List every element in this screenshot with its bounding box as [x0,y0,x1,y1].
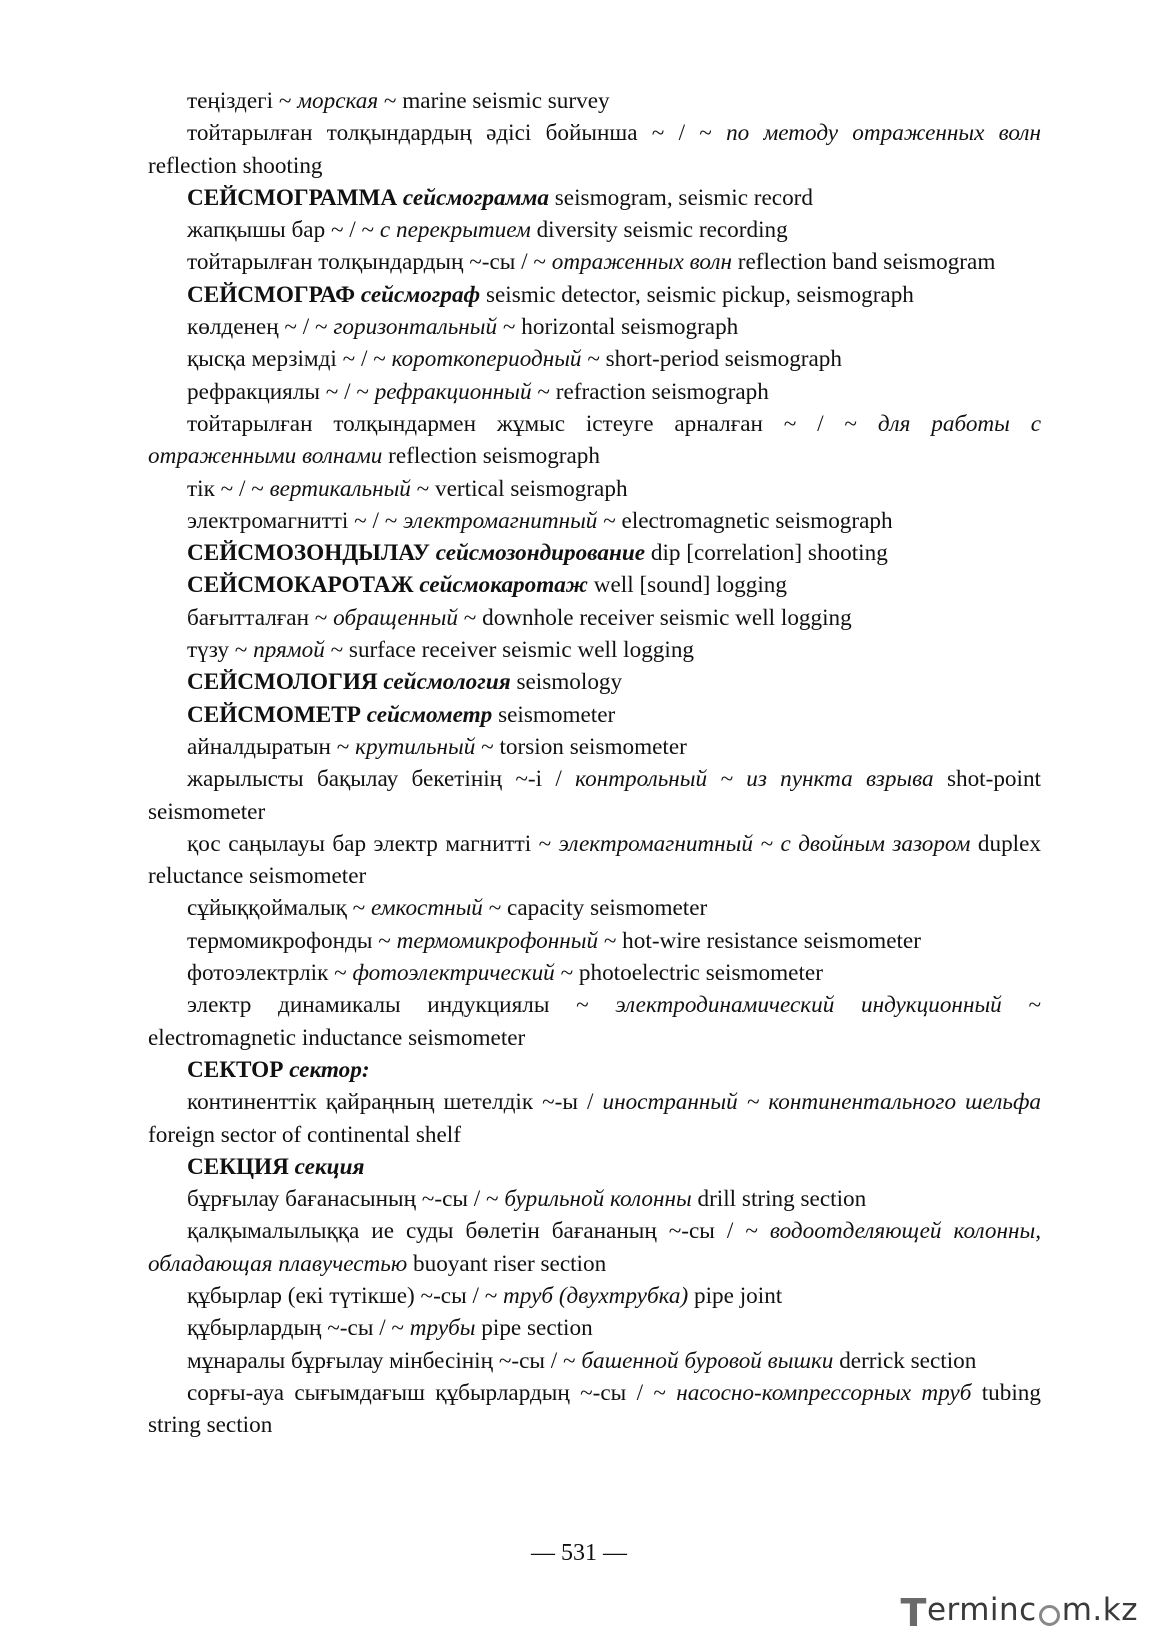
entry: айналдыратын ~ крутильный ~ torsion seismometer [187,733,687,760]
headword-entry: СЕЙСМОГРАФ сейсмограф seismic detector, seismic pickup, seismograph [187,281,914,308]
headword-entry: СЕЙСМОГРАММА сейсмограмма seismogram, seismic record [187,184,813,211]
page-number: — 531 — [531,1540,627,1566]
entry: электр динамикалы индукциялы ~ электродинамический индукционный ~ electromagnetic inductance seismometer [148,992,1041,1051]
entry: қалқымалылыққа ие суды бөлетін бағананың ~-сы / ~ водоотделяющей колонны, обладающая плавучестью buoyant riser section [148,1218,1041,1277]
headword-entry: СЕЙСМОКАРОТАЖ сейсмокаротаж well [sound] logging [187,572,787,599]
entry: бағытталған ~ обращенный ~ downhole receiver seismic well logging [187,604,852,631]
entry: қысқа мерзімді ~ / ~ короткопериодный ~ short-period seismograph [187,346,842,373]
entry: термомикрофонды ~ термомикрофонный ~ hot-wire resistance seismometer [187,927,921,954]
entry: қос саңылауы бар электр магнитті ~ электромагнитный ~ с двойным зазором duplex reluctance seismometer [148,830,1041,890]
entry: сұйыққоймалық ~ емкостный ~ capacity seismometer [187,895,708,922]
entry: жарылысты бақылау бекетінің ~-і / контрольный ~ из пункта взрыва shot-point seismometer [148,766,1041,825]
watermark-text-part2: m.kz [1061,1592,1138,1628]
entry: теңіздегі ~ морская ~ marine seismic survey [187,88,610,114]
entry: түзу ~ прямой ~ surface receiver seismic well logging [187,637,695,664]
watermark-o-ring-icon [1039,1605,1060,1626]
entry: жапқышы бар ~ / ~ с перекрытием diversity seismic recording [187,217,788,244]
entry: тойтарылған толқындардың ~-сы / ~ отраженных волн reflection band seismogram [187,249,996,276]
entry: континенттік қайраңның шетелдік ~-ы / иностранный ~ континентального шельфа foreign sector of continental shelf [148,1089,1042,1148]
watermark-text-part1: erminc [926,1592,1037,1628]
site-watermark-logo [900,1590,1138,1635]
headword-entry: СЕЙСМОЗОНДЫЛАУ сейсмозондирование dip [correlation] shooting [187,540,888,567]
entry: рефракциялы ~ / ~ рефракционный ~ refraction seismograph [187,378,769,405]
entry: көлденең ~ / ~ горизонтальный ~ horizontal seismograph [187,314,739,341]
entry: фотоэлектрлік ~ фотоэлектрический ~ photoelectric seismometer [187,960,823,987]
entry: тойтарылған толқындармен жұмыс істеуге арналған ~ / ~ для работы с отраженными волнами reflection seismograph [148,410,1041,470]
entry: тойтарылған толқындардың әдісі бойынша ~ / ~ по методу отраженных волн reflection shooting [148,120,1041,179]
headword-entry: СЕЙСМОМЕТР сейсмометр seismometer [187,701,616,728]
entry: электромагнитті ~ / ~ электромагнитный ~ electromagnetic seismograph [187,507,893,534]
watermark-t-letter: T [900,1591,927,1635]
headword-entry: СЕКТОР сектор: [187,1056,370,1083]
dictionary-page [148,85,1041,1441]
entry: бұрғылау бағанасының ~-сы / ~ бурильной колонны drill string section [187,1186,867,1213]
entry: мұнаралы бұрғылау мінбесінің ~-сы / ~ башенной буровой вышки derrick section [187,1347,977,1374]
entry: сорғы-ауа сығымдағыш құбырлардың ~-сы / ~ насосно-компрессорных труб tubing string section [148,1379,1041,1439]
entry: құбырлардың ~-сы / ~ трубы pipe section [187,1315,593,1342]
headword-entry: СЕЙСМОЛОГИЯ сейсмология seismology [187,669,623,696]
entry: тік ~ / ~ вертикальный ~ vertical seismograph [187,475,628,502]
entry: құбырлар (екі түтікше) ~-сы / ~ труб (двухтрубка) pipe joint [187,1282,783,1309]
headword-entry: СЕКЦИЯ секция [187,1153,365,1180]
